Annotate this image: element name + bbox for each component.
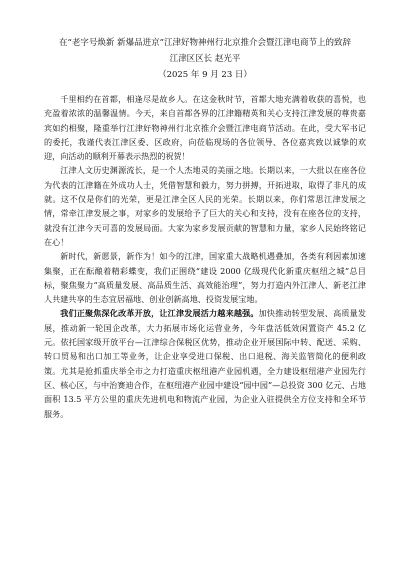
- speech-date: （2025 年 9 月 23 日）: [158, 70, 252, 80]
- paragraph: [44, 306, 366, 420]
- speaker-byline: 江津区区长 赵光平: [169, 54, 241, 64]
- paragraph: [44, 163, 366, 249]
- paragraph-text: 江津人文历史渊源流长，是一个人杰地灵的美丽之地。长期以来，一大批以在座各位为代表的江津籍在外成功人士，凭借智慧和毅力，努力拼搏，开拓进取，取得了非凡的成就。这不仅是你们的光荣，更是江津全区人民的光荣。长期以来，你们常思江津发展之情，常牵江津发展之事，对家乡的发展给予了巨大的关心和支持，没有在座各位的支持，就没有江津今天可喜的发展局面。大家为家乡发展贡献的智慧和力量，家乡人民始终铭记在心！: [44, 165, 366, 247]
- paragraph: [44, 92, 366, 163]
- paragraph-lead-bold: 我们正聚焦深化改革开放，让江津发展活力越来越强。: [60, 308, 259, 319]
- paragraph-text: 加快推动转型发展、高质量发展，推动新一轮国企改革，大力拓展市场化运营业务，今年盘活低效闲置资产 45.2 亿元。依托国家级开放平台—江津综合保税区优势，推动企业开展国际中转、配送、采购、转口贸易和出口加工等业务，让企业享受进口保税、出口退税、海关监管简化的便利政策。尤其是抢抓重庆举全市之力打造重庆枢纽港产业园机遇，全力建设枢纽港产业园先行区、核心区，与中治赛迪合作，在枢纽港产业园中建设“园中园”—总投资 300 亿元、占地面积 13.5 平方公里的重庆先进机电和物流产业园，为企业入驻提供全方位支持和全环节服务。: [44, 308, 366, 419]
- paragraph-text: 千里相约在首都，相逢尽是故乡人。在这金秋时节，首都大地充满着收获的喜悦，也充盈着浓浓的温馨温情。今天，来自首都各界的江津籍精英和关心支持江津发展的尊贵嘉宾如约相聚，隆重举行江津好物神州行北京推介会暨江津电商节活动。在此，受大军书记的委托，我谨代表江津区委、区政府，向莅临现场的各位领导、各位嘉宾致以诚挚的欢迎，向活动的顺利开幕表示热烈的祝贺！: [44, 94, 366, 162]
- paragraph-text: 新时代，新愿景，新作为！如今的江津，国家重大战略机遇叠加，各类有利因素加速集聚，正在酝酿着精彩蝶变，我们正围绕“建设 2000 亿级现代化新重庆枢纽之城”总目标，聚焦聚力“高质量发展、高品质生活、高效能治理”，努力打造内外江津人、新老江津人共建共享的生态宜居福地、创业创新高地、投资发展宝地。: [44, 251, 366, 305]
- speech-title: 在“老字号焕新 新爆品进京”江津好物神州行北京推介会暨江津电商节上的致辞: [59, 38, 351, 48]
- paragraph: [44, 249, 366, 306]
